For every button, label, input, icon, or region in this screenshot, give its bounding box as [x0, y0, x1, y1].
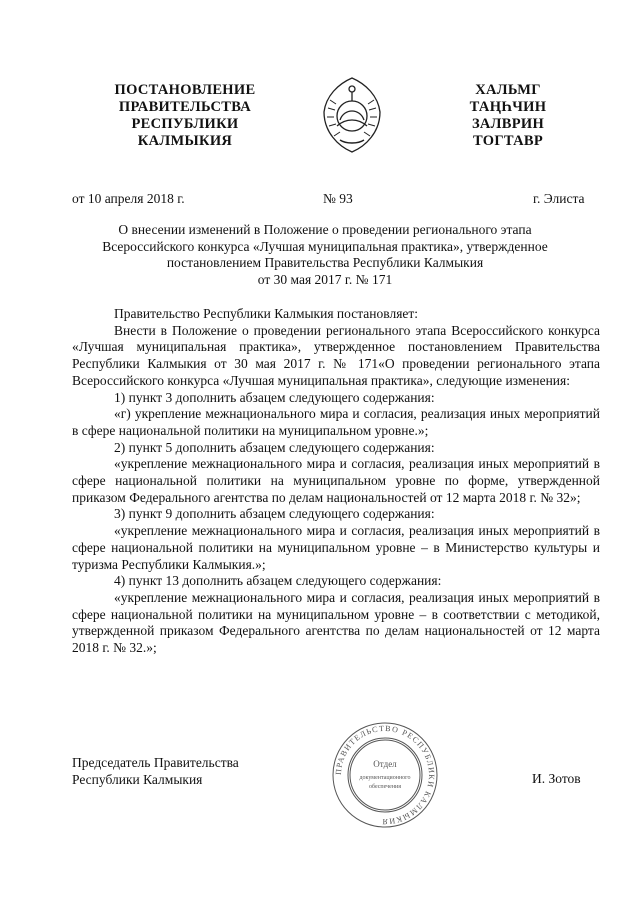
body-paragraph: 2) пункт 5 дополнить абзацем следующего содержания:	[114, 439, 435, 455]
title-line: постановлением Правительства Республики Калмыкия	[166, 255, 484, 270]
kalmykia-coat-of-arms-icon	[316, 74, 388, 156]
body-paragraph: «укрепление межнационального мира и согласия, реализация иных мероприятий в сфере национальной политики на муниципальном уровне по форме, утвержденной приказом Федерального агентства по делам национальностей от 12 марта 2018 г. № 32»;	[72, 456, 600, 505]
stamp-center-line: документационного	[359, 775, 411, 781]
body-paragraph: 3) пункт 9 дополнить абзацем следующего содержания:	[114, 506, 435, 522]
body-paragraph: 1) пункт 3 дополнить абзацем следующего содержания:	[114, 389, 435, 405]
signatory-position-line: Председатель Правительства	[72, 755, 239, 770]
signatory-name: И. Зотов	[532, 771, 581, 786]
header-right-line: ТОГТАВР	[472, 133, 544, 149]
official-stamp	[330, 720, 440, 830]
header-left-line: ПОСТАНОВЛЕНИЕ	[114, 82, 256, 98]
header-left-line: ПРАВИТЕЛЬСТВА	[118, 99, 252, 115]
body-paragraph: 4) пункт 13 дополнить абзацем следующего содержания:	[114, 573, 442, 589]
header-right-line: ТАҢҺЧИН	[469, 99, 547, 115]
document-title	[70, 222, 580, 288]
header-left-line: КАЛМЫКИЯ	[137, 133, 233, 149]
signatory-position	[72, 754, 239, 788]
signatory-position-line: Республики Калмыкия	[72, 772, 203, 787]
body-paragraph: Правительство Республики Калмыкия постановляет:	[114, 306, 419, 321]
header-right-title	[448, 82, 568, 150]
document-date: от 10 апреля 2018 г.	[72, 191, 185, 206]
title-line: О внесении изменений в Положение о проведении регионального этапа	[118, 222, 532, 237]
stamp-center-line: обеспечения	[368, 784, 402, 790]
title-line: от 30 мая 2017 г. № 171	[257, 271, 393, 287]
body-paragraph: «укрепление межнационального мира и согласия, реализация иных мероприятий в сфере национальной политики на муниципальном уровне – в Министерство культуры и туризма Республики Калмыкия.»;	[72, 523, 600, 572]
title-line: Всероссийского конкурса «Лучшая муниципальная практика», утвержденное	[102, 238, 548, 254]
document-body	[72, 306, 600, 657]
header-left-line: РЕСПУБЛИКИ	[131, 116, 239, 132]
body-paragraph: «г) укрепление межнационального мира и согласия, реализация иных мероприятий в сфере национальной политики на муниципальном уровне.»;	[72, 406, 600, 438]
body-paragraph: «укрепление межнационального мира и согласия, реализация иных мероприятий в сфере национальной политики на муниципальном уровне – в соответствии с методикой, утвержденной приказом Федерального агентства по делам национальностей от 12 марта 2018 г. № 32.»;	[72, 589, 600, 656]
header-right-line: ХАЛЬМГ	[475, 82, 541, 98]
document-city: г. Элиста	[533, 191, 585, 206]
header-left-title	[92, 82, 278, 150]
body-paragraph: Внести в Положение о проведении регионального этапа Всероссийского конкурса «Лучшая муниципальная практика», утвержденное постановлением Правительства Республики Калмыкия от 30 мая 2017 г. № 171«О проведении регионального этапа Всероссийского конкурса «Лучшая муниципальная практика», следующие изменения:	[72, 322, 600, 388]
stamp-center-line: Отдел	[373, 759, 397, 769]
document-number: № 93	[323, 191, 353, 206]
stamp-outer-text: ПРАВИТЕЛЬСТВО РЕСПУБЛИКИ КАЛМЫКИЯ	[333, 723, 437, 827]
header-right-line: ЗАЛВРИН	[471, 116, 545, 132]
